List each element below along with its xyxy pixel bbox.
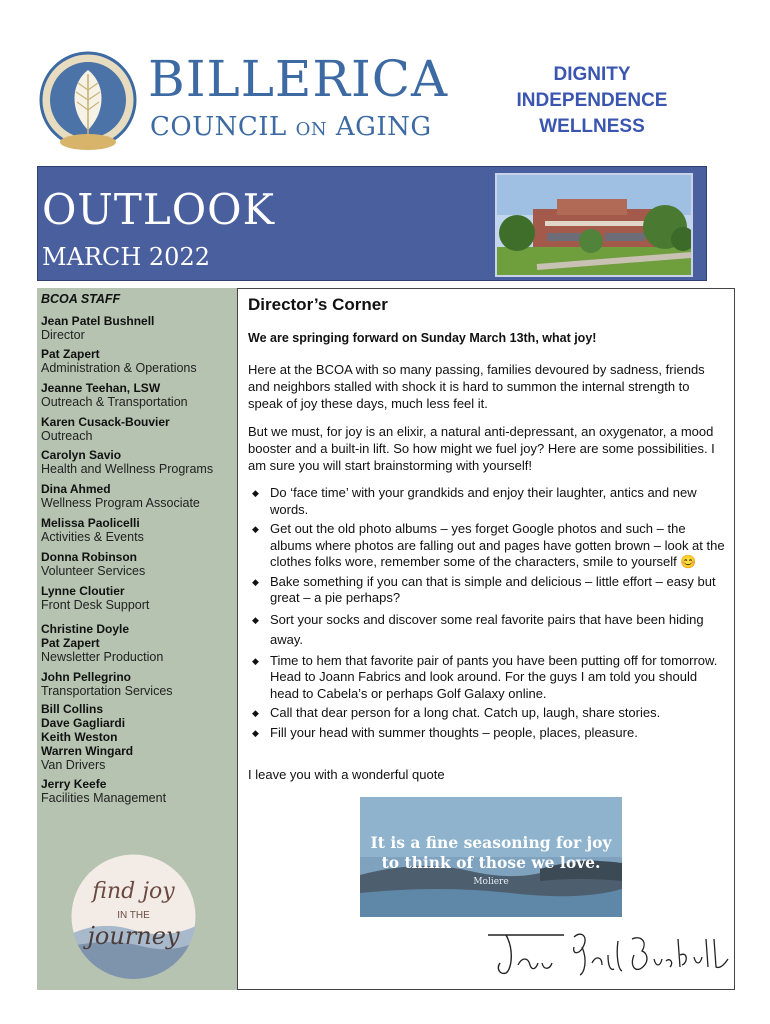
staff-name: Dina Ahmed <box>41 482 111 496</box>
staff-name: Jeanne Teehan, LSW <box>41 381 161 395</box>
staff-entry <box>41 314 236 343</box>
quote-image <box>360 797 622 917</box>
list-item <box>248 725 728 742</box>
newsletter-banner <box>37 166 707 281</box>
diamond-bullet-icon: ◆ <box>252 524 259 534</box>
staff-role: Outreach & Transportation <box>41 395 188 409</box>
list-item-text: Fill your head with summer thoughts – people, places, pleasure. <box>270 724 638 740</box>
staff-entry <box>41 516 236 545</box>
quote-text: It is a fine seasoning for joy to think of those we love. <box>370 833 612 872</box>
staff-role: Newsletter Production <box>41 650 164 664</box>
staff-name: Lynne Cloutier <box>41 584 125 598</box>
staff-entry <box>41 448 236 477</box>
article-title: Director’s Corner <box>248 295 388 314</box>
staff-role: Director <box>41 328 85 342</box>
staff-role: Outreach <box>41 429 93 443</box>
diamond-bullet-icon: ◆ <box>252 655 259 666</box>
list-item <box>248 574 728 607</box>
staff-name: John Pellegrino <box>41 670 132 684</box>
staff-name: Melissa Paolicelli <box>41 516 140 530</box>
staff-role: Administration & Operations <box>41 361 197 375</box>
staff-entry <box>41 482 236 511</box>
staff-role: Activities & Events <box>41 530 144 544</box>
staff-heading: BCOA STAFF <box>41 292 121 306</box>
newsletter-title: OUTLOOK <box>42 185 275 234</box>
org-name-line1: BILLERICA <box>148 50 449 108</box>
list-item <box>248 653 728 703</box>
org-name-aging: AGING <box>327 112 432 142</box>
staff-role: Front Desk Support <box>41 598 150 612</box>
org-name-council: COUNCIL <box>150 112 296 142</box>
list-item-text: Get out the old photo albums – yes forget Google photos and such – the albums where photos are falling out and pages have gotten brown – look at the clothes folks wore, remember some of the characters, smile to yourself 😊 <box>270 521 725 569</box>
article-lead: We are springing forward on Sunday March 13th, what joy! <box>248 331 597 345</box>
staff-role: Van Drivers <box>41 758 106 772</box>
list-item-text: Sort your socks and discover some real favorite pairs that have been hiding away. <box>270 611 704 647</box>
motto <box>497 62 687 140</box>
staff-name: Jean Patel Bushnell <box>41 314 155 328</box>
list-item <box>248 610 728 650</box>
building-photo <box>495 173 693 277</box>
staff-name: Christine Doyle Pat Zapert <box>41 622 130 650</box>
badge-line1: find joy <box>92 879 175 904</box>
diamond-bullet-icon: ◆ <box>252 727 259 738</box>
motto-line: DIGNITY <box>553 64 631 85</box>
list-item <box>248 705 728 722</box>
list-item-text: Call that dear person for a long chat. Catch up, laugh, share stories. <box>270 705 661 720</box>
staff-role: Facilities Management <box>41 791 167 805</box>
badge-line3: journey <box>87 922 180 950</box>
staff-entry <box>41 347 236 376</box>
staff-name: Bill Collins Dave Gagliardi Keith Weston Warren Wingard <box>41 702 134 758</box>
list-item-text: Time to hem that favorite pair of pants you have been putting off for tomorrow. Head to Joann Fabrics and look around. For the guys I am told you should head to Cabela’s or perhaps Golf Galaxy online. <box>270 652 718 701</box>
staff-name: Karen Cusack-Bouvier <box>41 415 170 429</box>
org-name-line2 <box>150 114 432 140</box>
list-item-text: Bake something if you can that is simple and delicious – little effort – easy but great – a pie perhaps? <box>270 573 716 605</box>
list-item-text: Do ‘face time’ with your grandkids and enjoy their laughter, antics and new words. <box>270 485 697 517</box>
diamond-bullet-icon: ◆ <box>252 576 259 587</box>
diamond-bullet-icon: ◆ <box>252 708 259 718</box>
org-name-on: ON <box>295 119 328 140</box>
newsletter-date: MARCH 2022 <box>42 243 210 271</box>
closing-line: I leave you with a wonderful quote <box>248 767 445 782</box>
staff-name: Pat Zapert <box>41 347 100 361</box>
staff-entry <box>41 702 236 773</box>
list-item <box>248 521 728 571</box>
staff-entry <box>41 777 236 806</box>
staff-entry <box>41 670 236 699</box>
staff-list <box>41 314 236 806</box>
staff-entry <box>41 415 236 444</box>
quote-author: Moliere <box>473 877 509 887</box>
motto-line: INDEPENDENCE <box>516 90 668 111</box>
staff-name: Jerry Keefe <box>41 777 107 791</box>
staff-entry <box>41 584 236 613</box>
motto-line: WELLNESS <box>539 116 645 137</box>
staff-role: Health and Wellness Programs <box>41 462 214 476</box>
staff-role: Transportation Services <box>41 684 173 698</box>
joy-ideas-list <box>248 485 728 744</box>
article-paragraph: But we must, for joy is an elixir, a natural anti-depressant, an oxygenator, a mood booster and a built-in lift. So how might we fuel joy? Here are some possibilities. I am sure you will start brainstorming with yourself! <box>248 424 715 473</box>
diamond-bullet-icon: ◆ <box>252 488 259 498</box>
leaf-logo-icon <box>38 50 138 150</box>
find-joy-badge <box>71 854 196 979</box>
staff-name: Carolyn Savio <box>41 448 122 462</box>
staff-entry <box>41 381 236 410</box>
staff-entry <box>41 622 236 665</box>
directors-corner <box>237 288 735 990</box>
director-signature <box>484 925 734 981</box>
list-item <box>248 485 728 518</box>
staff-name: Donna Robinson <box>41 550 137 564</box>
staff-sidebar <box>37 288 237 990</box>
staff-role: Wellness Program Associate <box>41 496 200 510</box>
staff-role: Volunteer Services <box>41 564 146 578</box>
badge-line2: IN THE <box>117 910 150 921</box>
staff-entry <box>41 550 236 579</box>
article-paragraph: Here at the BCOA with so many passing, families devoured by sadness, friends and neighbors stalled with shock it is hard to summon the internal strength to speak of joy these days, much less feel it. <box>248 362 705 411</box>
diamond-bullet-icon: ◆ <box>252 614 259 625</box>
